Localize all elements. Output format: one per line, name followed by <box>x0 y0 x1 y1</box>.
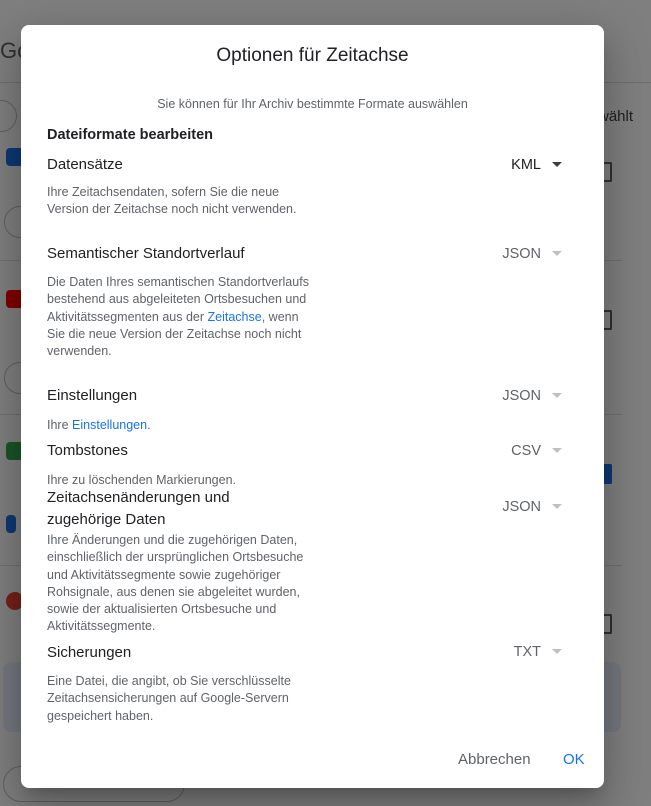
file-formats-heading: Dateiformate bearbeiten <box>47 127 213 143</box>
row-description-semantic-location-history <box>47 274 317 360</box>
format-select-value: JSON <box>502 499 541 515</box>
row-label-line: zugehörige Daten <box>47 511 166 528</box>
format-select-records[interactable] <box>476 154 581 176</box>
timeline-options-dialog <box>21 25 604 788</box>
description-text: Die Daten Ihres semantischen Standortverlaufs bestehend aus abgeleiteten Ortsbesuchen und Aktivitätssegmenten aus der <box>47 275 309 324</box>
format-select-semantic-location-history[interactable] <box>476 243 581 265</box>
row-label-semantic-location-history: Semantischer Standortverlauf <box>47 245 245 262</box>
row-label-settings: Einstellungen <box>47 387 138 404</box>
format-select-backups[interactable] <box>476 641 581 663</box>
row-label-timeline-edits <box>47 487 230 531</box>
format-select-timeline-edits[interactable] <box>476 496 581 518</box>
dropdown-arrow-icon <box>552 393 562 398</box>
row-description-tombstones: Ihre zu löschenden Markierungen. <box>47 473 237 487</box>
ok-button[interactable]: OK <box>563 751 585 768</box>
format-select-value: JSON <box>502 388 541 404</box>
dropdown-arrow-icon <box>552 504 562 509</box>
dropdown-arrow-icon <box>552 448 562 453</box>
row-description-backups: Eine Datei, die angibt, ob Sie verschlüsselte Zeitachsensicherungen auf Google-Servern gespeichert haben. <box>47 674 291 723</box>
dropdown-arrow-icon <box>552 649 562 654</box>
row-description-timeline-edits: Ihre Änderungen und die zugehörigen Daten, einschließlich der ursprünglichen Ortsbesuche und Aktivitätssegmente sowie zugehöriger Rohsignale, aus denen sie abgeleitet wurden, sowie der aktualisierten Ortsbesuche und Aktivitätssegmente. <box>47 533 304 634</box>
format-select-tombstones[interactable] <box>476 440 581 462</box>
dropdown-arrow-icon <box>552 162 562 167</box>
format-select-value: CSV <box>511 443 541 459</box>
row-label-backups: Sicherungen <box>47 644 132 661</box>
format-select-value: KML <box>511 157 541 173</box>
settings-link[interactable]: Einstellungen <box>72 418 148 432</box>
timeline-link[interactable]: Zeitachse <box>207 309 262 324</box>
cancel-button[interactable]: Abbrechen <box>458 751 531 768</box>
row-label-records: Datensätze <box>47 156 123 173</box>
dialog-title: Optionen für Zeitachse <box>216 45 409 66</box>
dropdown-arrow-icon <box>552 251 562 256</box>
row-label-line: Zeitachsenänderungen und <box>47 489 230 506</box>
format-select-settings[interactable] <box>476 385 581 407</box>
description-text: . <box>147 418 151 432</box>
description-text: Ihre <box>47 418 69 432</box>
dialog-subtitle: Sie können für Ihr Archiv bestimmte Formate auswählen <box>157 97 468 111</box>
row-description-settings <box>47 417 317 434</box>
description-text: , wenn Sie die neue Version der Zeitachse noch nicht verwenden. <box>47 309 302 359</box>
row-description-records: Ihre Zeitachsendaten, sofern Sie die neue Version der Zeitachse noch nicht verwenden. <box>47 185 297 217</box>
format-select-value: TXT <box>513 644 541 660</box>
row-label-tombstones: Tombstones <box>47 442 128 459</box>
format-select-value: JSON <box>502 246 541 262</box>
